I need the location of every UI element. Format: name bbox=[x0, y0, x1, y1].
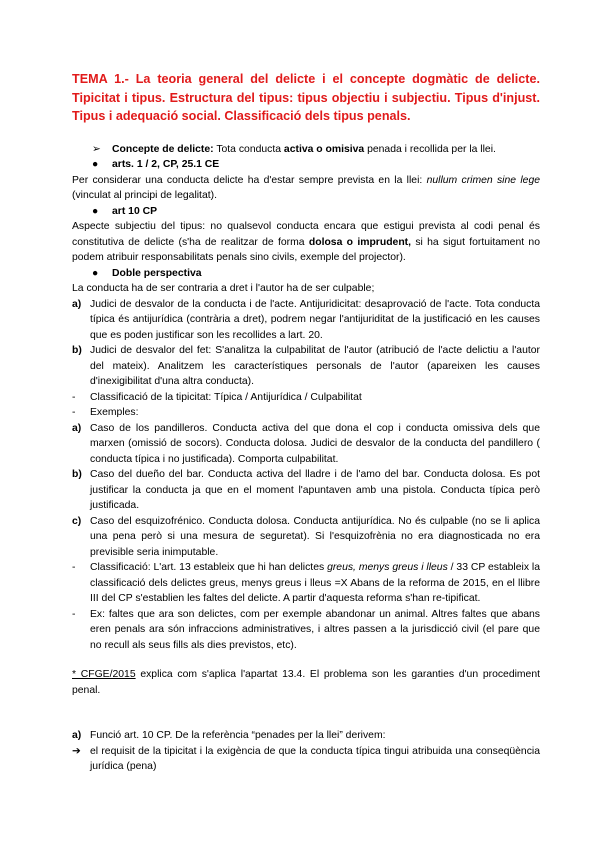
list-item-esquizofrenico bbox=[72, 514, 540, 561]
list-marker: a) bbox=[72, 730, 82, 742]
paragraph-text-end: (vinculat al principi de legalitat). bbox=[72, 190, 217, 202]
dot-bullet-icon: ● bbox=[92, 159, 99, 171]
list-item-text: Funció art. 10 CP. De la referència “penades per la llei” derivem: bbox=[90, 730, 386, 742]
dash-item-text: Ex: faltes que ara son delictes, com per exemple abandonar un animal. Altres faltes que abans eren penals ara són infraccions administratives, i altres passen a la jurisdicció civil (el pare que no recull als seus fills als dies previstos, etc). bbox=[90, 608, 540, 651]
list-marker: c) bbox=[72, 515, 82, 527]
dash-marker: - bbox=[72, 608, 76, 620]
dash-item-exemples bbox=[72, 405, 540, 421]
dash-item-text-end: / 33 CP estableix la classificació dels delictes greus, menys greus i lleus =X Abans de la reforma de 2015, en el llibre III del CP s'establien les faltes del delicte. A partir d'aquesta reforma s'han re-tipificat. bbox=[90, 562, 540, 605]
list-marker: a) bbox=[72, 422, 82, 434]
list-item-text: Judici de desvalor de la conducta i de l'acte. Antijuridicitat: desaprovació de l'acte. Tota conducta típica és antijurídica (contrària a dret), podrem negar l'antijuriditat de la justificació en les causes que es poden justificar son les recollides a lart. 20. bbox=[90, 298, 540, 341]
dash-item-text: Classificació de la tipicitat: Típica / Antijurídica / Culpabilitat bbox=[90, 391, 362, 403]
paragraph-aspecte-subjectiu bbox=[72, 219, 540, 266]
bullet-label: art 10 CP bbox=[112, 205, 158, 217]
bullet-strong: activa o omisiva bbox=[283, 143, 365, 155]
list-item-text: Judici de desvalor del fet: S'analitza la culpabilitat de l'autor (atribució de l'acte delictiu a l'autor del mateix). Analitzem les característiques personals de l'autor (apareixen les causes d'inexigibilitat d'una altra conducta). bbox=[90, 345, 540, 388]
bullet-label: arts. 1 / 2, CP, 25.1 CE bbox=[112, 159, 220, 171]
paragraph-text-end: si ha sigut fortuitament no podem atribuir responsabilitats penals sino civils, exemple del projector). bbox=[72, 236, 540, 264]
arrow-item-requisit bbox=[72, 744, 540, 775]
bullet-art10 bbox=[72, 204, 540, 220]
bullet-label: Doble perspectiva bbox=[112, 267, 202, 279]
paragraph-text: Per considerar una conducta delicte ha d'estar sempre prevista en la llei: bbox=[72, 174, 427, 186]
dash-marker: - bbox=[72, 562, 76, 574]
dash-item-text: Exemples: bbox=[90, 407, 139, 419]
right-arrow-icon: ➔ bbox=[72, 745, 81, 757]
bullet-concepte-delicte bbox=[72, 142, 540, 158]
dash-item-text: Classificació: L'art. 13 estableix que hi han delictes bbox=[90, 562, 328, 574]
dash-item-italic: greus, menys greus i lleus bbox=[327, 562, 448, 574]
document-page bbox=[72, 70, 540, 775]
dot-bullet-icon: ● bbox=[92, 205, 99, 217]
spacer bbox=[72, 698, 540, 728]
paragraph-text: Aspecte subjectiu del tipus: no qualsevol conducta encara que estigui prevista al codi penal és constitutiva de delicte (s'ha de realitzar de forma bbox=[72, 221, 540, 248]
list-item-judici-fet bbox=[72, 343, 540, 390]
list-item-text: Caso del esquizofrénico. Conducta dolosa. Conducta antijurídica. No és culpable (no se li aplica una pena però si una mesura de seguretat). Si l'esquizofrènia no era diagnosticada no era previsible seria inimputable. bbox=[90, 515, 540, 558]
list-item-bar bbox=[72, 467, 540, 514]
dash-item-faltes bbox=[72, 607, 540, 654]
arrow-item-text: el requisit de la tipicitat i la exigència de que la conducta típica tingui atribuida una conseqüència jurídica (pena) bbox=[90, 745, 540, 773]
bullet-text: Tota conducta bbox=[213, 143, 284, 155]
list-marker: a) bbox=[72, 298, 82, 310]
list-item-pandilleros bbox=[72, 421, 540, 468]
list-item-text: Caso del dueño del bar. Conducta activa del lladre i de l'amo del bar. Conducta dolosa. Es pot justificar la conducta ja que en el moment l'apuntaven amb una pistola. Conducta típica però justificada. bbox=[90, 469, 540, 512]
bullet-doble-perspectiva bbox=[72, 266, 540, 282]
paragraph-strong: dolosa o imprudent, bbox=[308, 236, 412, 248]
list-marker: b) bbox=[72, 345, 82, 357]
spacer bbox=[72, 653, 540, 667]
list-marker: b) bbox=[72, 469, 82, 481]
arrow-bullet-icon: ➢ bbox=[92, 143, 101, 155]
bullet-arts bbox=[72, 157, 540, 173]
dash-marker: - bbox=[72, 391, 76, 403]
dash-item-classificacio-delictes bbox=[72, 560, 540, 607]
note-cfge bbox=[72, 667, 540, 698]
dot-bullet-icon: ● bbox=[92, 267, 99, 279]
list-item-funcio-art10 bbox=[72, 728, 540, 744]
dash-item-classificacio-tipicitat bbox=[72, 390, 540, 406]
document-title: TEMA 1.- La teoria general del delicte i el concepte dogmàtic de delicte. Tipicitat i tipus. Estructura del tipus: tipus objectiu i subjectiu. Tipus d'injust. Tipus i adequació social. Classificació dels tipus penals. bbox=[72, 72, 540, 124]
bullet-text-end: penada i recollida per la llei. bbox=[364, 143, 496, 155]
paragraph-legalitat bbox=[72, 173, 540, 204]
note-underlined: * CFGE/2015 bbox=[72, 669, 136, 681]
paragraph-italic: nullum crimen sine lege bbox=[426, 174, 541, 186]
list-item-text: Caso de los pandilleros. Conducta activa del que dona el cop i conducta omissiva dels que marxen (omissió de socors). Conducta dolosa. Judici de desvalor de la conducta del pandillero ( conducta típica i no justificada). Comporta culpabilitat. bbox=[90, 422, 540, 465]
bullet-label: Concepte de delicte: bbox=[112, 143, 214, 155]
note-text: explica com s'aplica l'apartat 13.4. El problema son les garanties d'un procediment penal. bbox=[72, 669, 541, 696]
paragraph-conducta: La conducta ha de ser contraria a dret i l'autor ha de ser culpable; bbox=[72, 283, 375, 295]
dash-marker: - bbox=[72, 407, 76, 419]
list-item-judici-conducta bbox=[72, 297, 540, 344]
